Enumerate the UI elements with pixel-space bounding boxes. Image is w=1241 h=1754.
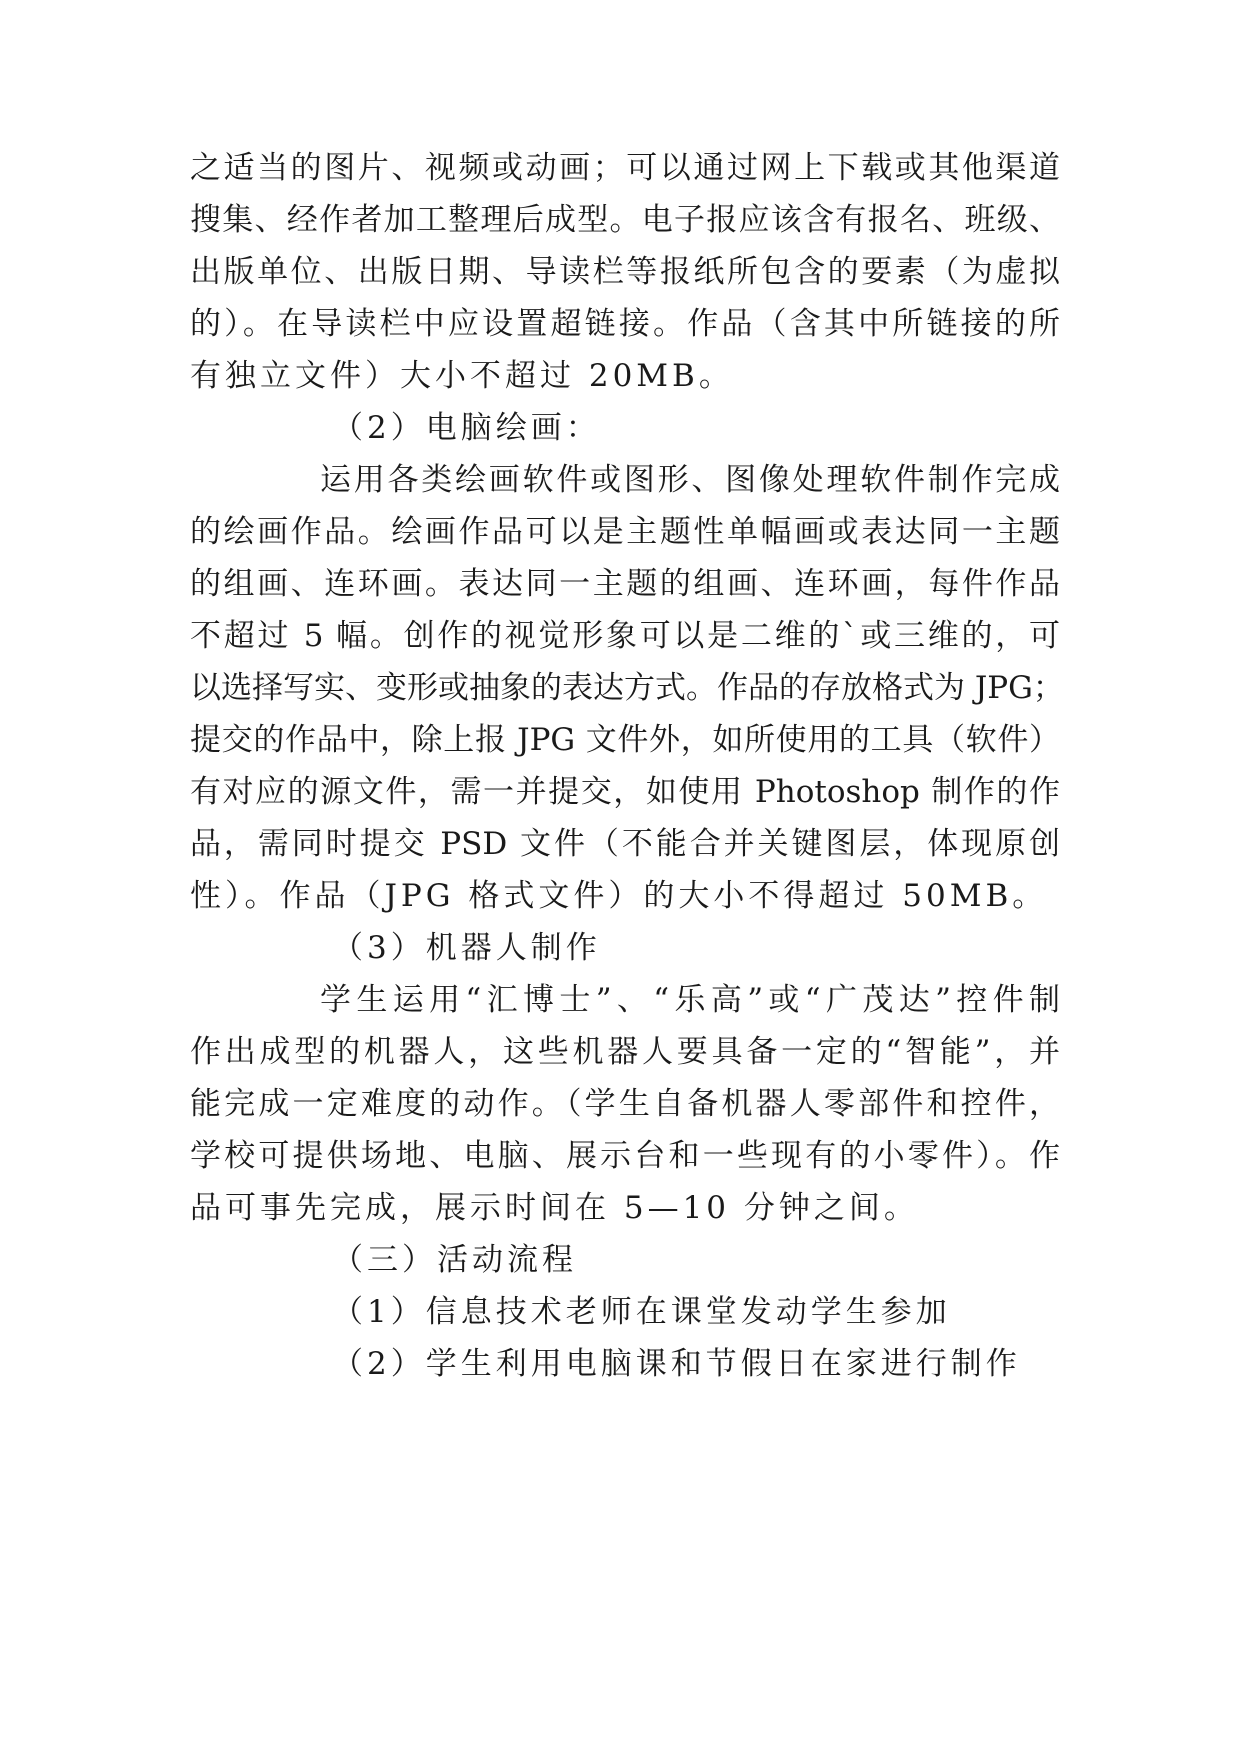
process-step-1: （1）信息技术老师在课堂发动学生参加 xyxy=(332,1294,951,1330)
paragraph-line: 性）。作品（JPG 格式文件）的大小不得超过 50MB。 xyxy=(190,878,1048,914)
paragraph-line: 能完成一定难度的动作。（学生自备机器人零部件和控件， xyxy=(190,1086,1060,1122)
paragraph-line: 的组画、连环画。表达同一主题的组画、连环画，每件作品 xyxy=(190,566,1060,602)
paragraph-line: 不超过 5 幅。创作的视觉形象可以是二维的`或三维的，可 xyxy=(190,618,1060,654)
paragraph-line: 作出成型的机器人，这些机器人要具备一定的“智能”，并 xyxy=(190,1034,1060,1070)
paragraph-line: 有独立文件）大小不超过 20MB。 xyxy=(190,358,734,394)
paragraph-line: 品可事先完成，展示时间在 5—10 分钟之间。 xyxy=(190,1190,919,1226)
paragraph-line: 出版单位、出版日期、导读栏等报纸所包含的要素（为虚拟 xyxy=(190,254,1060,290)
section-heading-activity-process: （三）活动流程 xyxy=(332,1242,577,1278)
paragraph-line: 以选择写实、变形或抽象的表达方式。作品的存放格式为 JPG； xyxy=(190,670,1064,706)
paragraph-line: 学生运用“汇博士”、“乐高”或“广茂达”控件制 xyxy=(320,982,1060,1018)
paragraph-line: 运用各类绘画软件或图形、图像处理软件制作完成 xyxy=(320,462,1060,498)
paragraph-line: 的绘画作品。绘画作品可以是主题性单幅画或表达同一主题 xyxy=(190,514,1060,550)
section-heading-computer-painting: （2）电脑绘画： xyxy=(332,410,601,446)
paragraph-line: 提交的作品中，除上报 JPG 文件外，如所使用的工具（软件） xyxy=(190,722,1060,758)
paragraph-line: 有对应的源文件，需一并提交，如使用 Photoshop 制作的作 xyxy=(190,774,1060,810)
paragraph-line: 之适当的图片、视频或动画；可以通过网上下载或其他渠道 xyxy=(190,150,1060,186)
process-step-2: （2）学生利用电脑课和节假日在家进行制作 xyxy=(332,1346,1021,1382)
paragraph-line: 搜集、经作者加工整理后成型。电子报应该含有报名、班级、 xyxy=(190,202,1060,238)
paragraph-line: 学校可提供场地、电脑、展示台和一些现有的小零件）。作 xyxy=(190,1138,1060,1174)
paragraph-line: 品，需同时提交 PSD 文件（不能合并关键图层，体现原创 xyxy=(190,826,1060,862)
section-heading-robot-making: （3）机器人制作 xyxy=(332,930,601,966)
paragraph-line: 的）。在导读栏中应设置超链接。作品（含其中所链接的所 xyxy=(190,306,1060,342)
